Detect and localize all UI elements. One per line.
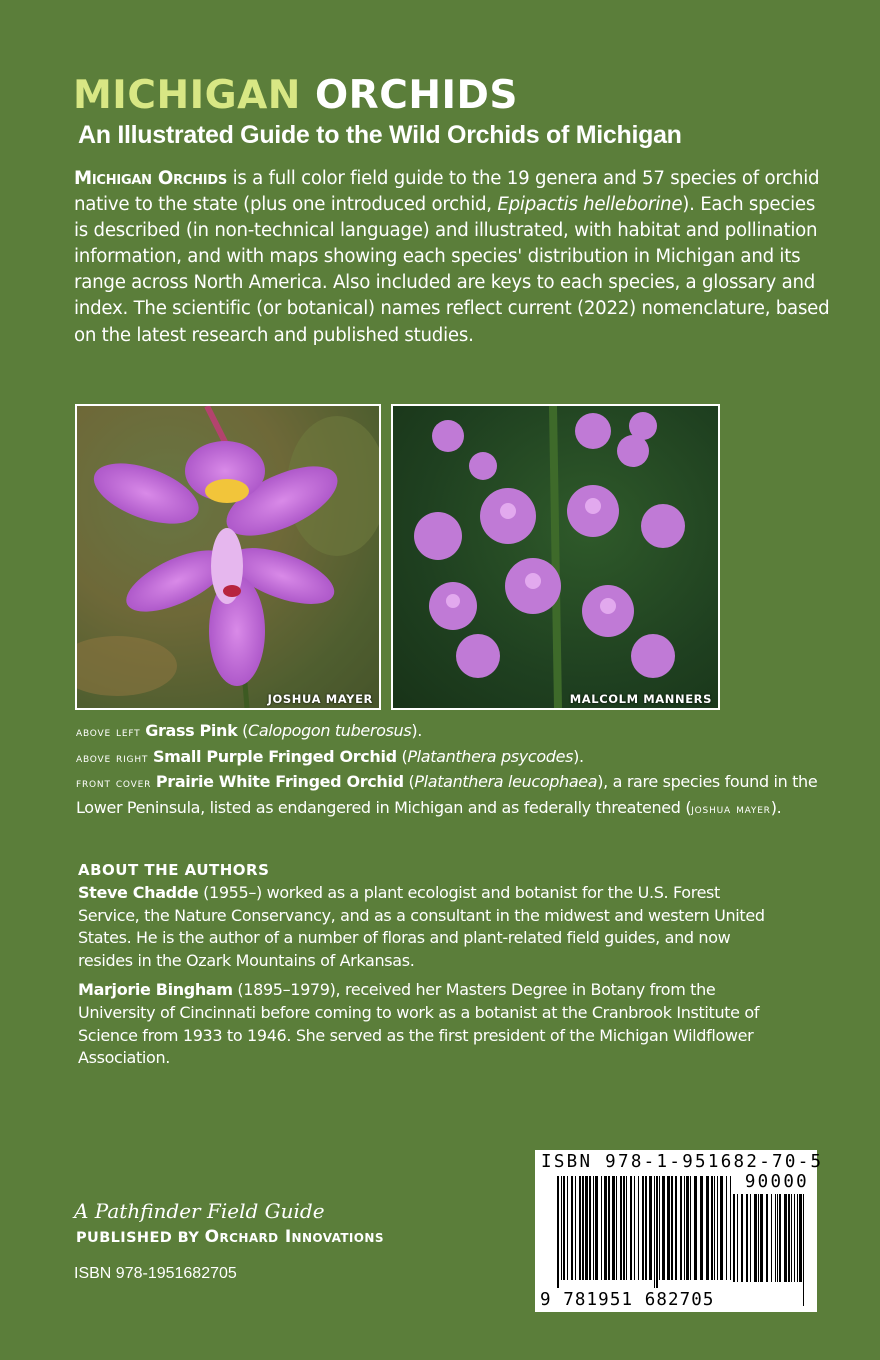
publisher-name: Orchard Innovations xyxy=(204,1227,384,1247)
barcode-bar xyxy=(746,1194,748,1282)
caption-scientific: Platanthera leucophaea xyxy=(414,772,598,791)
barcode-bar xyxy=(797,1194,798,1282)
barcode-bar xyxy=(654,1176,655,1288)
barcode-bar xyxy=(662,1176,665,1280)
caption-tag: above right xyxy=(76,749,149,766)
barcode-ean-digits: 9 781951 682705 xyxy=(540,1290,715,1310)
barcode-bar xyxy=(714,1176,715,1280)
barcode-bar xyxy=(760,1194,763,1282)
barcode-bar xyxy=(589,1176,591,1280)
barcode-bar xyxy=(630,1176,632,1280)
barcode-bar xyxy=(575,1176,576,1280)
barcode-bar xyxy=(595,1176,598,1280)
author-bio: (1895–1979), received her Masters Degree in Botany from the University of Cincinnati before coming to work as a botanist at the Cranbrook Institute of Science from 1933 to 1946. She served as the first president of the Michigan Wildflower Association. xyxy=(78,979,760,1068)
barcode-bar xyxy=(686,1176,689,1280)
barcode-bar xyxy=(623,1176,625,1280)
barcode-bar xyxy=(608,1176,610,1280)
caption-name: Grass Pink xyxy=(145,721,238,740)
caption-scientific: Platanthera psycodes xyxy=(407,746,574,766)
barcode-bar xyxy=(626,1176,627,1280)
barcode-bar xyxy=(775,1194,776,1282)
barcode-bar xyxy=(659,1176,660,1280)
barcode-price-code: 90000 xyxy=(744,1172,809,1192)
author-bio: (1955–) worked as a plant ecologist and botanist for the U.S. Forest Service, the Nature Conservancy, and as a consultant in the midwest and western United States. He is the author of a number of floras and plant-related field guides, and now resides in the Ozark Mountains of Arkansas. xyxy=(78,882,765,971)
barcode-bar xyxy=(750,1194,751,1282)
photo-credit-left: JOSHUA MAYER xyxy=(267,692,373,706)
grass-pink-illustration xyxy=(77,406,379,708)
barcode-bar xyxy=(585,1176,588,1280)
isbn-barcode xyxy=(535,1150,824,1312)
barcode-bar xyxy=(741,1194,743,1282)
caption-rest: ). xyxy=(573,746,584,766)
barcode-bar xyxy=(733,1194,735,1282)
barcode-bar xyxy=(720,1176,723,1280)
barcode-bar xyxy=(593,1176,594,1280)
barcode-bar xyxy=(730,1176,731,1280)
barcode-bar xyxy=(579,1176,581,1280)
intro-text-2: ). Each species is described (in non-technical language) and illustrated, with habitat and pollination information, and with maps showing each species' distribution in Michigan and its range across North America. Also included are keys to each species, a glossary and index. The scientific (or botanical) names reflect current (2022) nomenclature, based on the latest research and published studies. xyxy=(74,194,830,346)
barcode-bar xyxy=(803,1194,804,1306)
caption-tag: above left xyxy=(76,724,141,740)
barcode-bar xyxy=(675,1176,677,1280)
intro-species: Epipactis helleborine xyxy=(497,194,683,216)
barcode-bars xyxy=(535,1150,817,1312)
caption-scientific: Calopogon tuberosus xyxy=(248,721,412,740)
caption-name: Small Purple Fringed Orchid xyxy=(152,746,397,766)
caption-above-right: above right Small Purple Fringed Orchid (Platanthera psycodes). xyxy=(76,746,584,766)
author-name: Marjorie Bingham xyxy=(78,979,233,999)
barcode-bar xyxy=(694,1176,697,1280)
intro-text-1: is a full color field guide to the 19 genera and 57 species of orchid native to the state (plus one introduced orchid, xyxy=(74,168,820,216)
title-word-orchids: ORCHIDS xyxy=(315,73,518,118)
about-authors-section xyxy=(78,859,778,1070)
purple-fringed-orchid-illustration xyxy=(393,406,718,708)
publisher-prefix: PUBLISHED BY xyxy=(76,1230,205,1246)
barcode-bar xyxy=(754,1194,757,1282)
book-subtitle: An Illustrated Guide to the Wild Orchids of Michigan xyxy=(78,121,682,149)
barcode-bar xyxy=(671,1176,673,1280)
barcode-bar xyxy=(582,1176,584,1280)
barcode-bar xyxy=(758,1194,759,1282)
barcode-bar xyxy=(567,1176,568,1280)
author-marjorie-bingham xyxy=(78,979,778,1070)
barcode-bar xyxy=(604,1176,607,1280)
barcode-bar xyxy=(642,1176,644,1280)
barcode-bar xyxy=(788,1194,790,1282)
barcode-bar xyxy=(690,1176,691,1280)
barcode-isbn-text: ISBN 978-1-951682-70-5 xyxy=(541,1152,824,1172)
intro-paragraph xyxy=(74,166,834,349)
caption-credit: joshua mayer xyxy=(691,800,771,817)
barcode-bar xyxy=(561,1176,562,1280)
barcode-bar xyxy=(706,1176,709,1280)
barcode-bar xyxy=(717,1176,718,1280)
caption-rest: ), a rare species found in the Lower Peninsula, listed as endangered in Michigan and as federally threatened ( xyxy=(76,772,818,817)
barcode-bar xyxy=(711,1176,713,1280)
barcode-bar xyxy=(601,1176,602,1280)
barcode-bar xyxy=(649,1176,652,1280)
photo-credit-right: MALCOLM MANNERS xyxy=(569,692,712,706)
barcode-bar xyxy=(667,1176,670,1280)
barcode-bar xyxy=(557,1176,559,1288)
barcode-bar xyxy=(771,1194,772,1282)
series-name: A Pathfinder Field Guide xyxy=(74,1199,325,1223)
caption-name: Prairie White Fringed Orchid xyxy=(155,772,404,791)
caption-above-left: above left Grass Pink (Calopogon tuberosus). xyxy=(76,721,422,740)
photo-captions xyxy=(76,719,836,821)
about-heading: ABOUT THE AUTHORS xyxy=(78,861,270,879)
barcode-bar xyxy=(766,1194,768,1282)
barcode-bar xyxy=(680,1176,682,1280)
barcode-bar xyxy=(784,1194,787,1282)
barcode-bar xyxy=(634,1176,635,1280)
barcode-bar xyxy=(737,1194,738,1282)
barcode-bar xyxy=(684,1176,685,1280)
book-title xyxy=(73,74,518,118)
caption-tag: front cover xyxy=(76,775,152,791)
author-name: Steve Chadde xyxy=(78,882,199,902)
photo-grass-pink xyxy=(75,404,381,710)
barcode-bar xyxy=(777,1194,778,1282)
barcode-bar xyxy=(779,1194,781,1282)
barcode-bar xyxy=(726,1176,727,1280)
intro-lead: Michigan Orchids xyxy=(74,168,228,189)
barcode-bar xyxy=(799,1194,802,1282)
barcode-bar xyxy=(656,1176,658,1288)
author-steve-chadde xyxy=(78,882,778,973)
barcode-bar xyxy=(563,1176,565,1280)
barcode-bar xyxy=(616,1176,617,1280)
caption-front-cover: front cover Prairie White Fringed Orchid (Platanthera leucophaea), a rare species found in the Lower Peninsula, listed as endangered in Michigan and as federally threatened (joshua mayer). xyxy=(76,772,818,817)
isbn-text: ISBN 978-1951682705 xyxy=(74,1265,237,1282)
publisher-line xyxy=(76,1227,384,1247)
title-word-michigan: MICHIGAN xyxy=(73,73,301,118)
barcode-bar xyxy=(645,1176,647,1280)
barcode-bar xyxy=(794,1194,795,1282)
barcode-bar xyxy=(571,1176,573,1280)
barcode-bar xyxy=(700,1176,703,1280)
barcode-bar xyxy=(638,1176,639,1280)
photo-purple-fringed-orchid xyxy=(391,404,720,710)
barcode-bar xyxy=(620,1176,622,1280)
barcode-bar xyxy=(612,1176,615,1280)
caption-rest: ). xyxy=(411,721,422,740)
caption-end: ). xyxy=(770,797,782,817)
barcode-bar xyxy=(791,1194,792,1282)
